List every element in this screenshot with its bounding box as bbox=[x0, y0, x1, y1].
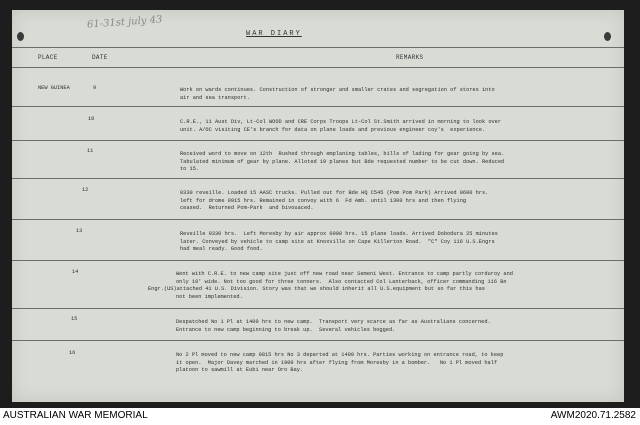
remark-line: Went with C.R.E. to new camp site just off new road near Semeni West. Entrance to camp partly corduroy and bbox=[176, 271, 513, 277]
remark-line: Engr.(US)attached 41 U.S. Division. Story was that we should inherit all U.S.equipment but so far this has bbox=[148, 286, 485, 293]
remark-line: Despatched No 1 Pl at 1400 hrs to new camp. Transport very scarce as far as Australians concerned. bbox=[176, 319, 491, 325]
date-cell: 13 bbox=[76, 228, 83, 234]
date-cell: 11 bbox=[87, 148, 94, 154]
table-rule bbox=[12, 140, 624, 141]
remark-line: not been implemented. bbox=[176, 293, 243, 300]
remark-line: C.R.E., 11 Aust Div, Lt-Col WOOD and CRE Corps Troops Lt-Col St.Smith arrived in morning to look over bbox=[180, 119, 502, 125]
remark-line: Received word to move on 12th Rushed through emplaning tables, bills of lading for gear going by sea. bbox=[180, 151, 505, 157]
handwritten-annotation: 61-31st july 43 bbox=[86, 14, 163, 31]
remark-line: only 10' wide. Not too good for three tonners. Also contacted Col Lanterback, officer commanding 116 Bn bbox=[176, 278, 507, 285]
date-cell: 14 bbox=[72, 269, 79, 275]
remark-line: had meal ready. Good food. bbox=[180, 246, 263, 253]
date-cell: 15 bbox=[71, 316, 78, 322]
date-cell: 9 bbox=[93, 85, 97, 91]
date-cell: 12 bbox=[82, 187, 89, 193]
punch-hole bbox=[17, 32, 24, 41]
punch-hole bbox=[604, 32, 611, 41]
remark-line: to 15. bbox=[180, 166, 200, 173]
place-cell: NEW GUINEA bbox=[38, 85, 70, 91]
remark-line: ceased. Returned Pom-Park and bivouaced. bbox=[180, 205, 314, 212]
remark-line: later. Conveyed by vehicle to camp site at Knoxville on Cape Killerton Road. "C" Coy 116 U.S.Engrs bbox=[180, 238, 495, 245]
remark-line: Entrance to new camp beginning to break up. Several vehicles bogged. bbox=[176, 326, 396, 333]
diary-page bbox=[12, 10, 624, 402]
table-rule bbox=[12, 219, 624, 220]
remark-line: platoon to sawmill at Eubi near Oro Bay. bbox=[176, 367, 304, 374]
table-rule bbox=[12, 106, 624, 107]
table-rule bbox=[12, 178, 624, 179]
column-header-date: DATE bbox=[92, 54, 108, 61]
remark-line: unit. A/OC visiting CE's branch for data on plane loads and previous engineer coy's experience. bbox=[180, 126, 486, 133]
footer-accession-number: AWM2020.71.2582 bbox=[550, 410, 636, 421]
remark-line: it open. Major Davey marched in 1900 hrs after flying from Moresby in a bomber. No 1 Pl moved half bbox=[176, 359, 498, 366]
remark-line: 0330 reveille. Loaded 15 AASC trucks. Pulled out for Bde HQ C545 (Pom Pom Park) Arrived 0600 hrs. bbox=[180, 190, 489, 196]
remark-line: Reveille 0330 hrs. Left Moresby by air approx 0900 hrs. 15 plane loads. Arrived Dobodura 25 minutes bbox=[180, 231, 498, 237]
table-rule bbox=[12, 308, 624, 309]
table-rule bbox=[12, 67, 624, 68]
column-header-remarks: REMARKS bbox=[396, 54, 424, 61]
date-cell: 10 bbox=[88, 116, 95, 122]
remark-line: Work on wards continues. Construction of stronger and smaller crates and segregation of stores into bbox=[180, 87, 495, 93]
date-cell: 16 bbox=[69, 350, 76, 356]
page-title: WAR DIARY bbox=[246, 30, 302, 38]
table-rule bbox=[12, 340, 624, 341]
remark-line: air and sea transport. bbox=[180, 94, 250, 101]
footer-credit: AUSTRALIAN WAR MEMORIAL bbox=[3, 410, 148, 421]
remark-line: left for drome 0915 hrs. Remained in convoy with 6 Fd Amb. until 1300 hrs and then flying bbox=[180, 197, 482, 204]
remark-line: Tabulated minimum of gear by plane. Alloted 19 planes but Bde requested number to be cut down. Reduced bbox=[180, 158, 505, 165]
remark-line: No 2 Pl moved to new camp 0815 hrs No 3 departed at 1400 hrs. Parties working on entrance road, to keep bbox=[176, 352, 504, 358]
table-rule bbox=[12, 260, 624, 261]
table-rule bbox=[12, 47, 624, 48]
column-header-place: PLACE bbox=[38, 54, 58, 61]
